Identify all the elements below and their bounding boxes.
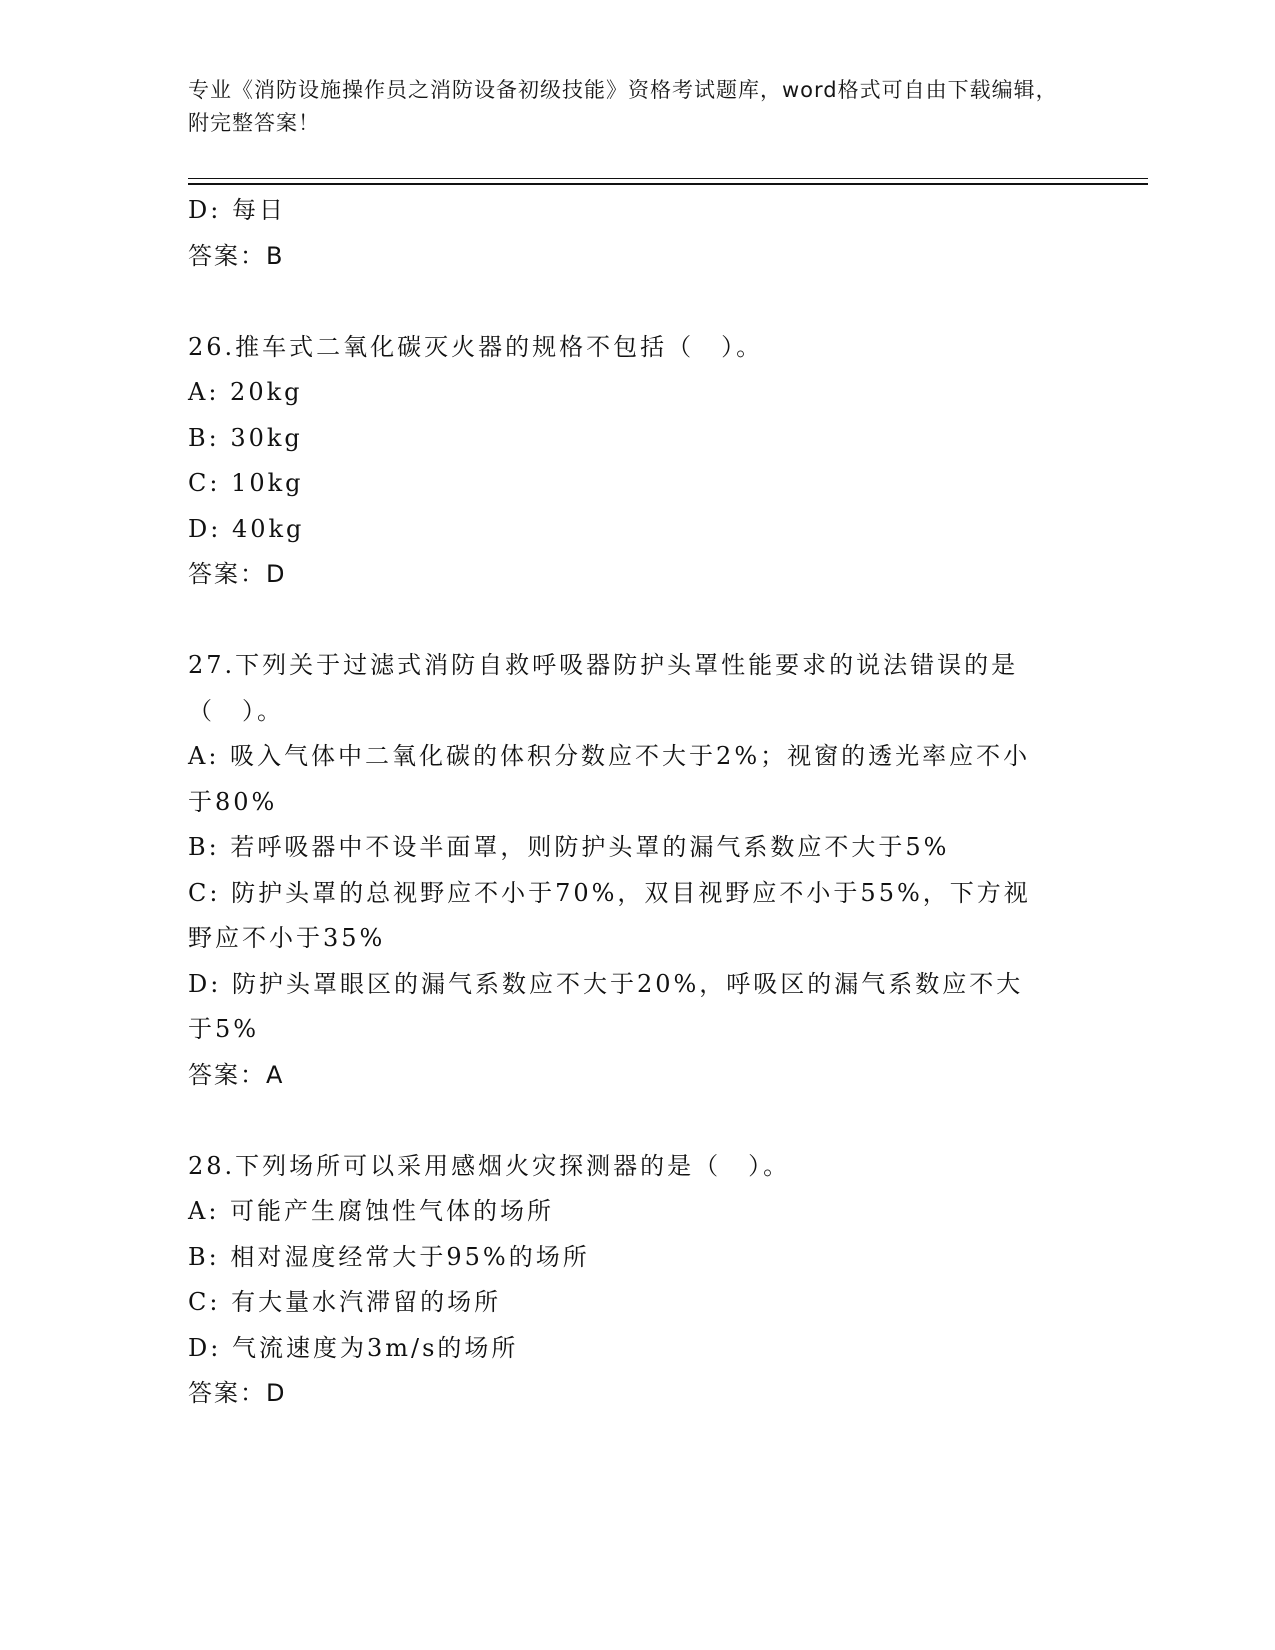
question-content [188,188,1088,1417]
option-a-continued: 于80% [188,787,278,816]
option-c: C: 防护头罩的总视野应不小于70%，双目视野应不小于55%，下方视 [188,878,1031,907]
option-d: D: 防护头罩眼区的漏气系数应不大于20%，呼吸区的漏气系数应不大 [188,969,1024,998]
option-a: A: 20kg [188,378,303,406]
question-27-continued: （ ）。 [188,696,284,725]
question-28: 28.下列场所可以采用感烟火灾探测器的是（ ）。 [188,1151,791,1180]
option-d-continued: 于5% [188,1015,260,1043]
option-d: D: 每日 [188,196,286,224]
option-b: B: 相对湿度经常大于95%的场所 [188,1242,590,1271]
answer-28: 答案：D [188,1379,287,1407]
option-d: D: 40kg [188,514,305,543]
option-d: D: 气流速度为3m/s的场所 [188,1333,519,1362]
header-rule-thick [188,183,1148,185]
header-rule-thin [188,178,1148,179]
answer-27: 答案：A [188,1060,285,1089]
question-26: 26.推车式二氧化碳灭火器的规格不包括（ ）。 [188,332,764,361]
option-b: B: 30kg [188,423,303,452]
question-27: 27.下列关于过滤式消防自救呼吸器防护头罩性能要求的说法错误的是 [188,651,1019,679]
option-c-continued: 野应不小于35% [188,924,386,952]
document-header: 专业《消防设施操作员之消防设备初级技能》资格考试题库，word格式可自由下载编辑，附完整答案！ [188,78,1058,135]
option-a: A: 吸入气体中二氧化碳的体积分数应不大于2%；视窗的透光率应不小 [188,742,1031,770]
option-c: C: 有大量水汽滞留的场所 [188,1288,502,1316]
spacer [188,1098,1088,1144]
answer-26: 答案：D [188,560,287,588]
answer-25: 答案：B [188,241,285,270]
spacer [188,279,1088,325]
option-a: A: 可能产生腐蚀性气体的场所 [188,1197,555,1225]
option-b: B: 若呼吸器中不设半面罩，则防护头罩的漏气系数应不大于5% [188,833,950,861]
spacer [188,598,1088,644]
option-c: C: 10kg [188,469,304,497]
